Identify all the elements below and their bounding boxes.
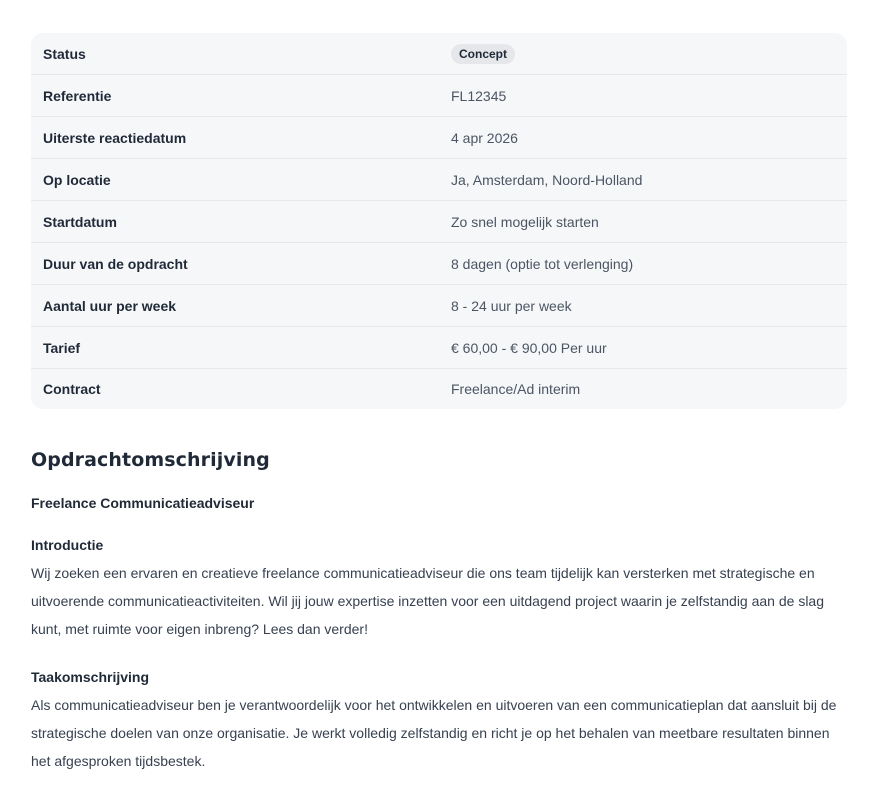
- detail-label: Referentie: [43, 87, 112, 104]
- detail-label: Tarief: [43, 339, 81, 356]
- intro-text: Wij zoeken een ervaren en creatieve freelance communicatieadviseur die ons team tijdelijk kan versterken met strategische en uitvoerende communicatieactiviteiten. Wil jij jouw expertise inzetten voor een uitdagend project waarin je zelfstandig aan de slag kunt, met ruimte voor eigen inbreng? Lees dan verder!: [31, 565, 824, 637]
- task-heading: Taakomschrijving: [31, 669, 150, 685]
- detail-value: Freelance/Ad interim: [451, 381, 581, 397]
- detail-value: Ja, Amsterdam, Noord-Holland: [451, 171, 643, 188]
- detail-row-duur: [31, 243, 847, 285]
- detail-row-uren: [31, 285, 847, 327]
- detail-row-tarief: [31, 327, 847, 369]
- detail-label: Startdatum: [43, 213, 117, 230]
- detail-row-contract: [31, 369, 847, 409]
- details-table: [31, 33, 847, 409]
- detail-value: 4 apr 2026: [451, 129, 518, 146]
- detail-label: Uiterste reactiedatum: [43, 129, 187, 146]
- detail-row-status: [31, 33, 847, 75]
- detail-row-locatie: [31, 159, 847, 201]
- detail-label: Aantal uur per week: [43, 297, 177, 314]
- detail-value: Zo snel mogelijk starten: [451, 213, 599, 230]
- detail-value: 8 dagen (optie tot verlenging): [451, 255, 634, 272]
- detail-value: € 60,00 - € 90,00 Per uur: [451, 339, 607, 356]
- task-text: Als communicatieadviseur ben je verantwoordelijk voor het ontwikkelen en uitvoeren van een communicatieplan dat aansluit bij de strategische doelen van onze organisatie. Je werkt volledig zelfstandig en richt je op het behalen van meetbare resultaten binnen het afgesproken tijdsbestek.: [31, 697, 837, 769]
- detail-row-startdatum: [31, 201, 847, 243]
- detail-label: Status: [43, 45, 86, 62]
- intro-heading: Introductie: [31, 537, 104, 553]
- job-title: Freelance Communicatieadviseur: [31, 495, 255, 511]
- section-heading: Opdrachtomschrijving: [31, 449, 270, 471]
- detail-label: Duur van de opdracht: [43, 255, 188, 272]
- detail-value: FL12345: [451, 87, 507, 104]
- status-badge: Concept: [451, 44, 515, 64]
- detail-label: Op locatie: [43, 171, 111, 188]
- detail-row-referentie: [31, 75, 847, 117]
- detail-value: 8 - 24 uur per week: [451, 297, 572, 314]
- detail-label: Contract: [43, 381, 101, 397]
- detail-row-deadline: [31, 117, 847, 159]
